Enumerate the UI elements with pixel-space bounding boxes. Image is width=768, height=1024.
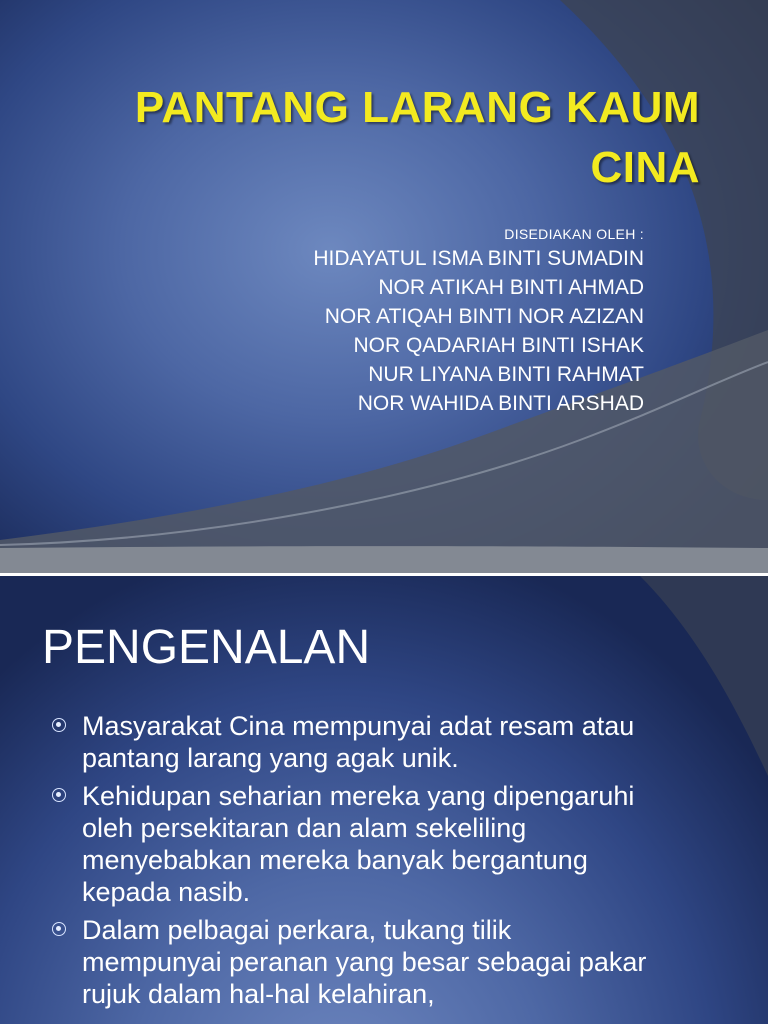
bullet-list [50,710,650,1016]
author-name: NOR QADARIAH BINTI ISHAK [353,334,644,357]
author-name: NUR LIYANA BINTI RAHMAT [368,363,644,386]
author-name: HIDAYATUL ISMA BINTI SUMADIN [313,247,644,270]
prepared-by-label: DISEDIAKAN OLEH : [504,226,644,242]
circle-bullet-icon [52,718,66,732]
circle-bullet-icon [52,922,66,936]
author-name: NOR WAHIDA BINTI ARSHAD [357,392,644,415]
slide-title: PANTANG LARANG KAUM CINA [134,83,700,192]
bullet-text: Masyarakat Cina mempunyai adat resam atau pantang larang yang agak unik. [82,711,635,773]
author-block [124,224,644,418]
bullet-text: Kehidupan seharian mereka yang dipengaruhi oleh persekitaran dan alam sekeliling menyebabkan mereka banyak bergantung kepada nasib. [82,781,635,907]
bullet-item [50,710,650,774]
slide-heading: PENGENALAN [42,621,371,674]
content-slide [0,576,768,1024]
author-name: NOR ATIQAH BINTI NOR AZIZAN [324,305,644,328]
author-list [124,244,644,418]
bullet-item [50,914,650,1010]
circle-bullet-icon [52,788,66,802]
bullet-item [50,780,650,908]
bullet-text: Dalam pelbagai perkara, tukang tilik mempunyai peranan yang besar sebagai pakar rujuk dalam hal-hal kelahiran, [82,915,647,1009]
author-name: NOR ATIKAH BINTI AHMAD [378,276,644,299]
